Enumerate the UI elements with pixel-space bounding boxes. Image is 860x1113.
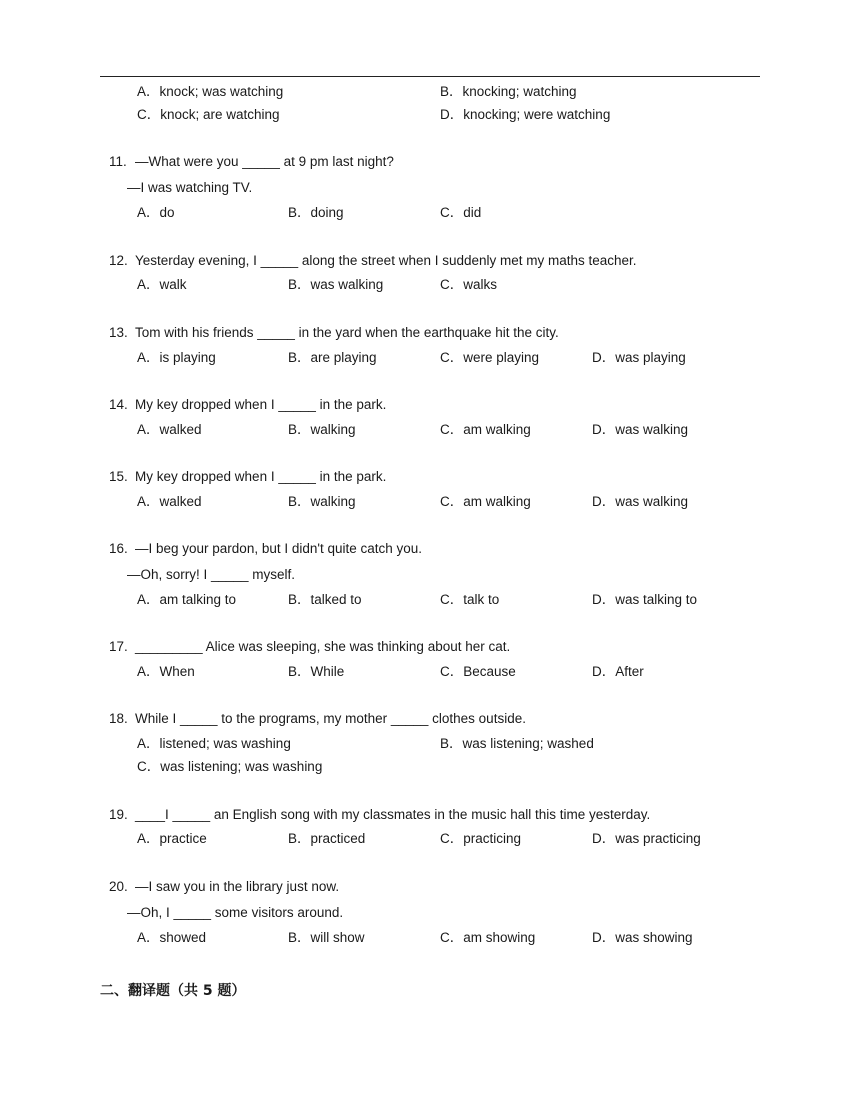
option-d[interactable]: D．was walking [592, 422, 689, 437]
question-text: Tom with his friends _____ in the yard when the earthquake hit the city. [135, 325, 559, 340]
option-a[interactable]: A．walked [137, 494, 202, 509]
question-text: My key dropped when I _____ in the park. [135, 397, 387, 412]
option-d[interactable]: D．was talking to [592, 592, 698, 607]
option-a[interactable]: A．showed [137, 930, 207, 945]
option-d[interactable]: D．After [592, 664, 644, 679]
question-number: 19. [109, 807, 128, 822]
option-a[interactable]: A．When [137, 664, 195, 679]
option-a[interactable]: A．is playing [137, 350, 216, 365]
question-number: 12. [109, 253, 128, 268]
option-b[interactable]: B．are playing [288, 350, 377, 365]
option-c[interactable]: C．am walking [440, 494, 531, 509]
question-text: —I saw you in the library just now. [135, 879, 340, 894]
option-c[interactable]: C．talk to [440, 592, 500, 607]
option-d[interactable]: D．was playing [592, 350, 686, 365]
option-b[interactable]: B．talked to [288, 592, 362, 607]
question-text: —I beg your pardon, but I didn't quite catch you. [135, 541, 423, 556]
option-c[interactable]: C．were playing [440, 350, 540, 365]
option-b[interactable]: B．was walking [288, 277, 384, 292]
option-a[interactable]: A．walk [137, 277, 187, 292]
option-d[interactable]: D．was practicing [592, 831, 701, 846]
option-a[interactable]: A．am talking to [137, 592, 237, 607]
option-c[interactable]: C．practicing [440, 831, 522, 846]
option-a[interactable]: A．do [137, 205, 175, 220]
header-rule [100, 76, 760, 77]
question-text: Yesterday evening, I _____ along the street when I suddenly met my maths teacher. [135, 253, 637, 268]
question-text: —Oh, I _____ some visitors around. [127, 905, 344, 920]
question-text: While I _____ to the programs, my mother _____ clothes outside. [135, 711, 526, 726]
question-text: —What were you _____ at 9 pm last night? [135, 154, 394, 169]
option-b[interactable]: B．walking [288, 494, 356, 509]
option-d[interactable]: D．knocking; were watching [440, 107, 611, 122]
option-c[interactable]: C．walks [440, 277, 498, 292]
option-c[interactable]: C．am walking [440, 422, 531, 437]
question-text: _________ Alice was sleeping, she was thinking about her cat. [135, 639, 511, 654]
question-text: My key dropped when I _____ in the park. [135, 469, 387, 484]
option-b[interactable]: B．was listening; washed [440, 736, 594, 751]
question-number: 18. [109, 711, 128, 726]
question-number: 13. [109, 325, 128, 340]
option-b[interactable]: B．knocking; watching [440, 84, 577, 99]
question-number: 17. [109, 639, 128, 654]
question-number: 14. [109, 397, 128, 412]
section-heading: 二、翻译题（共 5 题） [100, 983, 246, 999]
option-b[interactable]: B．While [288, 664, 345, 679]
option-c[interactable]: C．knock; are watching [137, 107, 280, 122]
question-text: ____I _____ an English song with my classmates in the music hall this time yesterday. [135, 807, 651, 822]
option-a[interactable]: A．practice [137, 831, 207, 846]
option-b[interactable]: B．will show [288, 930, 365, 945]
option-c[interactable]: C．Because [440, 664, 516, 679]
question-number: 15. [109, 469, 128, 484]
option-c[interactable]: C．did [440, 205, 482, 220]
option-c[interactable]: C．was listening; was washing [137, 759, 323, 774]
option-a[interactable]: A．walked [137, 422, 202, 437]
option-b[interactable]: B．walking [288, 422, 356, 437]
option-b[interactable]: B．practiced [288, 831, 366, 846]
option-d[interactable]: D．was walking [592, 494, 689, 509]
option-b[interactable]: B．doing [288, 205, 344, 220]
question-text: —Oh, sorry! I _____ myself. [127, 567, 296, 582]
question-number: 20. [109, 879, 128, 894]
option-c[interactable]: C．am showing [440, 930, 536, 945]
question-number: 16. [109, 541, 128, 556]
option-d[interactable]: D．was showing [592, 930, 693, 945]
option-a[interactable]: A．knock; was watching [137, 84, 284, 99]
question-number: 11. [109, 154, 127, 169]
option-a[interactable]: A．listened; was washing [137, 736, 291, 751]
question-text: —I was watching TV. [127, 180, 253, 195]
